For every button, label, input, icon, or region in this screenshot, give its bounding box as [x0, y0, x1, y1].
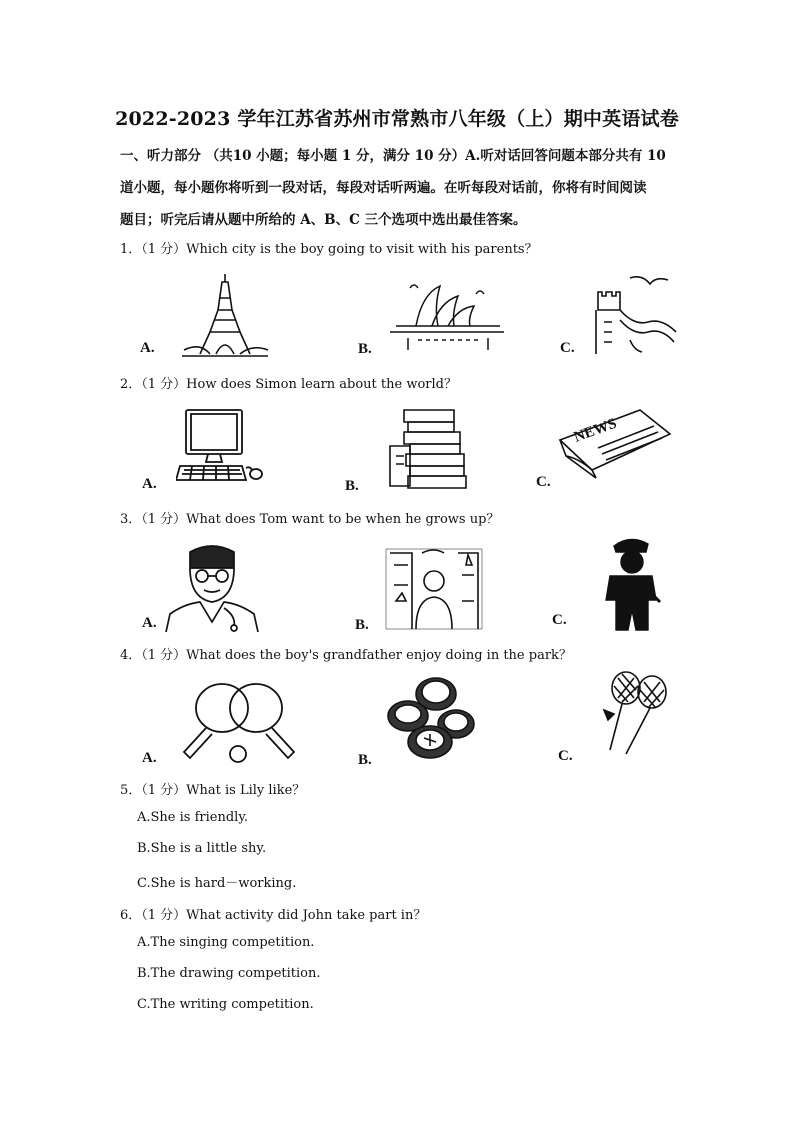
- option-label-c: C.: [560, 340, 575, 356]
- ping-pong-icon: [178, 678, 300, 764]
- computer-icon: [176, 408, 266, 484]
- option-c[interactable]: C.The writing competition.: [137, 997, 314, 1012]
- option-label-a: A.: [140, 340, 155, 356]
- great-wall-icon: [590, 270, 678, 356]
- option-b[interactable]: B.The drawing competition.: [137, 966, 321, 981]
- badminton-icon: [592, 670, 674, 760]
- question-5: 5．（1 分）What is Lily like？: [120, 783, 306, 798]
- scientist-icon: [382, 545, 486, 631]
- option-label-c: C.: [558, 748, 573, 764]
- instruction-line-2: 道小题，每小题你将听到一段对话，每段对话听两遍。在听每段对话前，你将有时间阅读: [120, 180, 647, 196]
- books-icon: [386, 406, 470, 490]
- newspaper-word: NEWS: [571, 415, 619, 446]
- question-3: 3．（1 分）What does Tom want to be when he grows up？: [120, 512, 500, 527]
- option-a[interactable]: A.She is friendly.: [137, 810, 249, 825]
- instruction-line-3: 题目；听完后请从题中所给的 A、B、C 三个选项中选出最佳答案。: [120, 212, 527, 228]
- option-label-a: A.: [142, 615, 157, 631]
- option-label-b: B.: [345, 478, 359, 494]
- police-officer-icon: [596, 534, 664, 632]
- question-2: 2．（1 分）How does Simon learn about the world？: [120, 377, 457, 392]
- question-6: 6．（1 分）What activity did John take part in？: [120, 908, 427, 923]
- option-label-c: C.: [536, 474, 551, 490]
- option-label-c: C.: [552, 612, 567, 628]
- newspaper-icon: [558, 408, 672, 480]
- option-label-a: A.: [142, 750, 157, 766]
- option-label-b: B.: [358, 341, 372, 357]
- option-b[interactable]: B.She is a little shy.: [137, 841, 267, 856]
- option-c[interactable]: C.She is hard－working.: [137, 876, 297, 891]
- doctor-icon: [164, 542, 260, 632]
- section-listening-instructions: [120, 140, 680, 236]
- chinese-chess-icon: [384, 672, 476, 764]
- eiffel-tower-icon: [180, 270, 270, 358]
- option-label-a: A.: [142, 476, 157, 492]
- option-a[interactable]: A.The singing competition.: [137, 935, 315, 950]
- question-4: 4．（1 分）What does the boy's grandfather enjoy doing in the park？: [120, 648, 572, 663]
- option-label-b: B.: [355, 617, 369, 633]
- page-title: 2022-2023 学年江苏省苏州市常熟市八年级（上）期中英语试卷: [115, 108, 679, 130]
- option-label-b: B.: [358, 752, 372, 768]
- instruction-line-1: 一、听力部分 （共10 小题；每小题 1 分，满分 10 分）A.听对话回答问题本部分共有 10: [120, 148, 666, 164]
- sydney-opera-house-icon: [388, 278, 506, 354]
- question-1: 1．（1 分）Which city is the boy going to visit with his parents？: [120, 242, 538, 257]
